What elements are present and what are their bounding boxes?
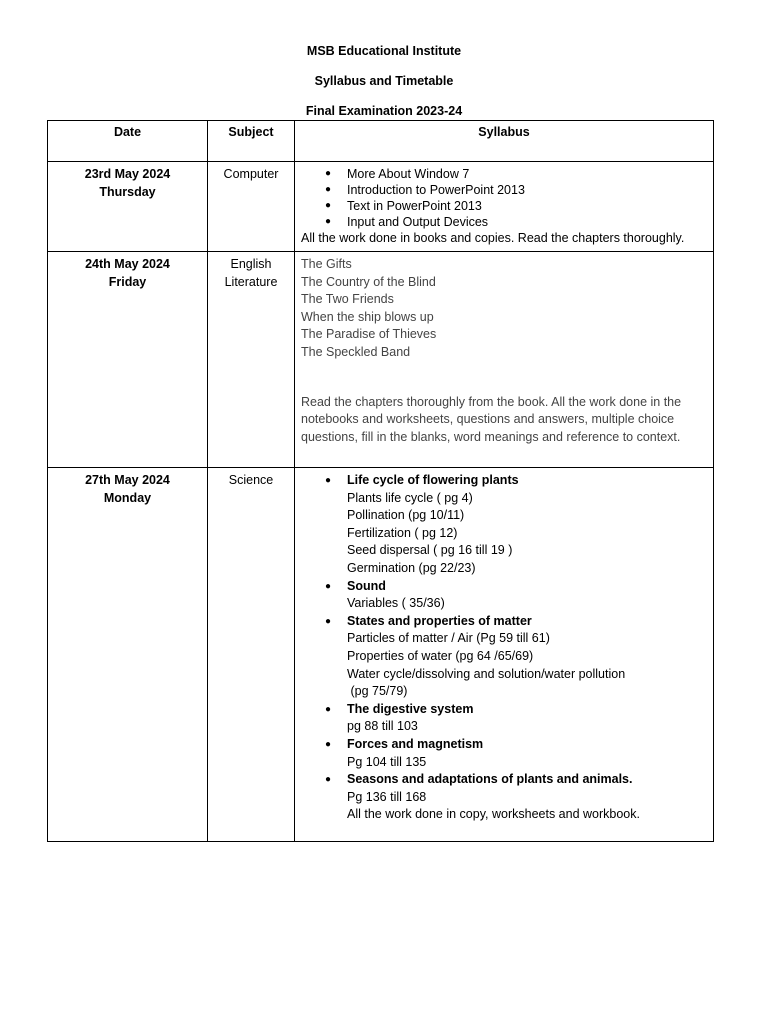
date-cell — [48, 252, 208, 468]
list-item: ● More About Window 7 — [301, 166, 707, 182]
syllabus-note: All the work done in copy, worksheets and workbook. — [347, 807, 640, 822]
date-cell — [48, 162, 208, 252]
topic-heading: ● Seasons and adaptations of plants and animals. — [301, 771, 707, 789]
table-row — [48, 252, 714, 468]
list-item: ● Text in PowerPoint 2013 — [301, 198, 707, 214]
topic-heading: ● States and properties of matter — [301, 613, 707, 631]
syllabus-cell — [295, 468, 714, 842]
topic-detail: (pg 75/79) — [347, 684, 408, 699]
column-header-date: Date — [48, 121, 208, 162]
topic-detail: Particles of matter / Air (Pg 59 till 61) — [347, 631, 550, 646]
topic-list — [301, 166, 707, 230]
exam-date: 23rd May 2024 — [84, 167, 171, 181]
subject-cell — [208, 162, 295, 252]
exam-day: Monday — [103, 490, 152, 505]
exam-date: 27th May 2024 — [85, 473, 170, 487]
topic-detail: Plants life cycle ( pg 4) — [347, 490, 473, 505]
topic-detail: pg 88 till 103 — [347, 719, 418, 734]
topic-heading: ● The digestive system — [301, 701, 707, 719]
exam-day: Friday — [108, 274, 147, 289]
syllabus-cell — [295, 162, 714, 252]
topic-heading: ● Sound — [301, 578, 707, 596]
subject-name: Science — [228, 473, 274, 487]
topic-detail: Water cycle/dissolving and solution/water pollution — [347, 666, 626, 681]
syllabus-note: Read the chapters thoroughly from the book. All the work done in the notebooks and worksheets, questions and answers, multiple choice questions, fill in the blanks, word meanings and reference to context. — [301, 394, 682, 444]
column-header-syllabus: Syllabus — [295, 121, 714, 162]
topic-heading: ● Forces and magnetism — [301, 736, 707, 754]
topic-detail: Properties of water (pg 64 /65/69) — [347, 648, 534, 663]
syllabus-cell — [295, 252, 714, 468]
table-header-row — [48, 121, 714, 162]
syllabus-table — [47, 120, 714, 842]
chapter-item: The Paradise of Thieves — [301, 327, 437, 342]
topic-detail: Seed dispersal ( pg 16 till 19 ) — [347, 543, 513, 558]
chapter-item: The Country of the Blind — [301, 274, 436, 289]
table-row — [48, 468, 714, 842]
subject-name: English — [230, 257, 272, 271]
subject-name: Literature — [224, 274, 278, 289]
date-cell — [48, 468, 208, 842]
topic-detail: Germination (pg 22/23) — [347, 560, 476, 575]
topic-detail: Variables ( 35/36) — [347, 596, 445, 611]
exam-date: 24th May 2024 — [85, 257, 170, 271]
exam-title: Final Examination 2023-24 — [305, 104, 463, 118]
institute-title: MSB Educational Institute — [306, 44, 462, 58]
exam-day: Thursday — [99, 184, 156, 199]
list-item: ● Introduction to PowerPoint 2013 — [301, 182, 707, 198]
topic-detail: Fertilization ( pg 12) — [347, 525, 458, 540]
column-header-subject: Subject — [208, 121, 295, 162]
document-subtitle: Syllabus and Timetable — [314, 74, 454, 88]
subject-cell — [208, 252, 295, 468]
subject-name: Computer — [223, 167, 279, 181]
topic-detail: Pg 136 till 168 — [347, 789, 427, 804]
chapter-item: The Speckled Band — [301, 344, 411, 359]
chapter-item: When the ship blows up — [301, 309, 434, 324]
topic-detail: Pollination (pg 10/11) — [347, 508, 465, 523]
chapter-item: The Two Friends — [301, 292, 394, 307]
table-row — [48, 162, 714, 252]
syllabus-note: All the work done in books and copies. Read the chapters thoroughly. — [301, 231, 685, 245]
subject-cell — [208, 468, 295, 842]
list-item: ● Input and Output Devices — [301, 214, 707, 230]
topic-heading: ● Life cycle of flowering plants — [301, 472, 707, 490]
topic-detail: Pg 104 till 135 — [347, 754, 427, 769]
chapter-item: The Gifts — [301, 257, 352, 271]
